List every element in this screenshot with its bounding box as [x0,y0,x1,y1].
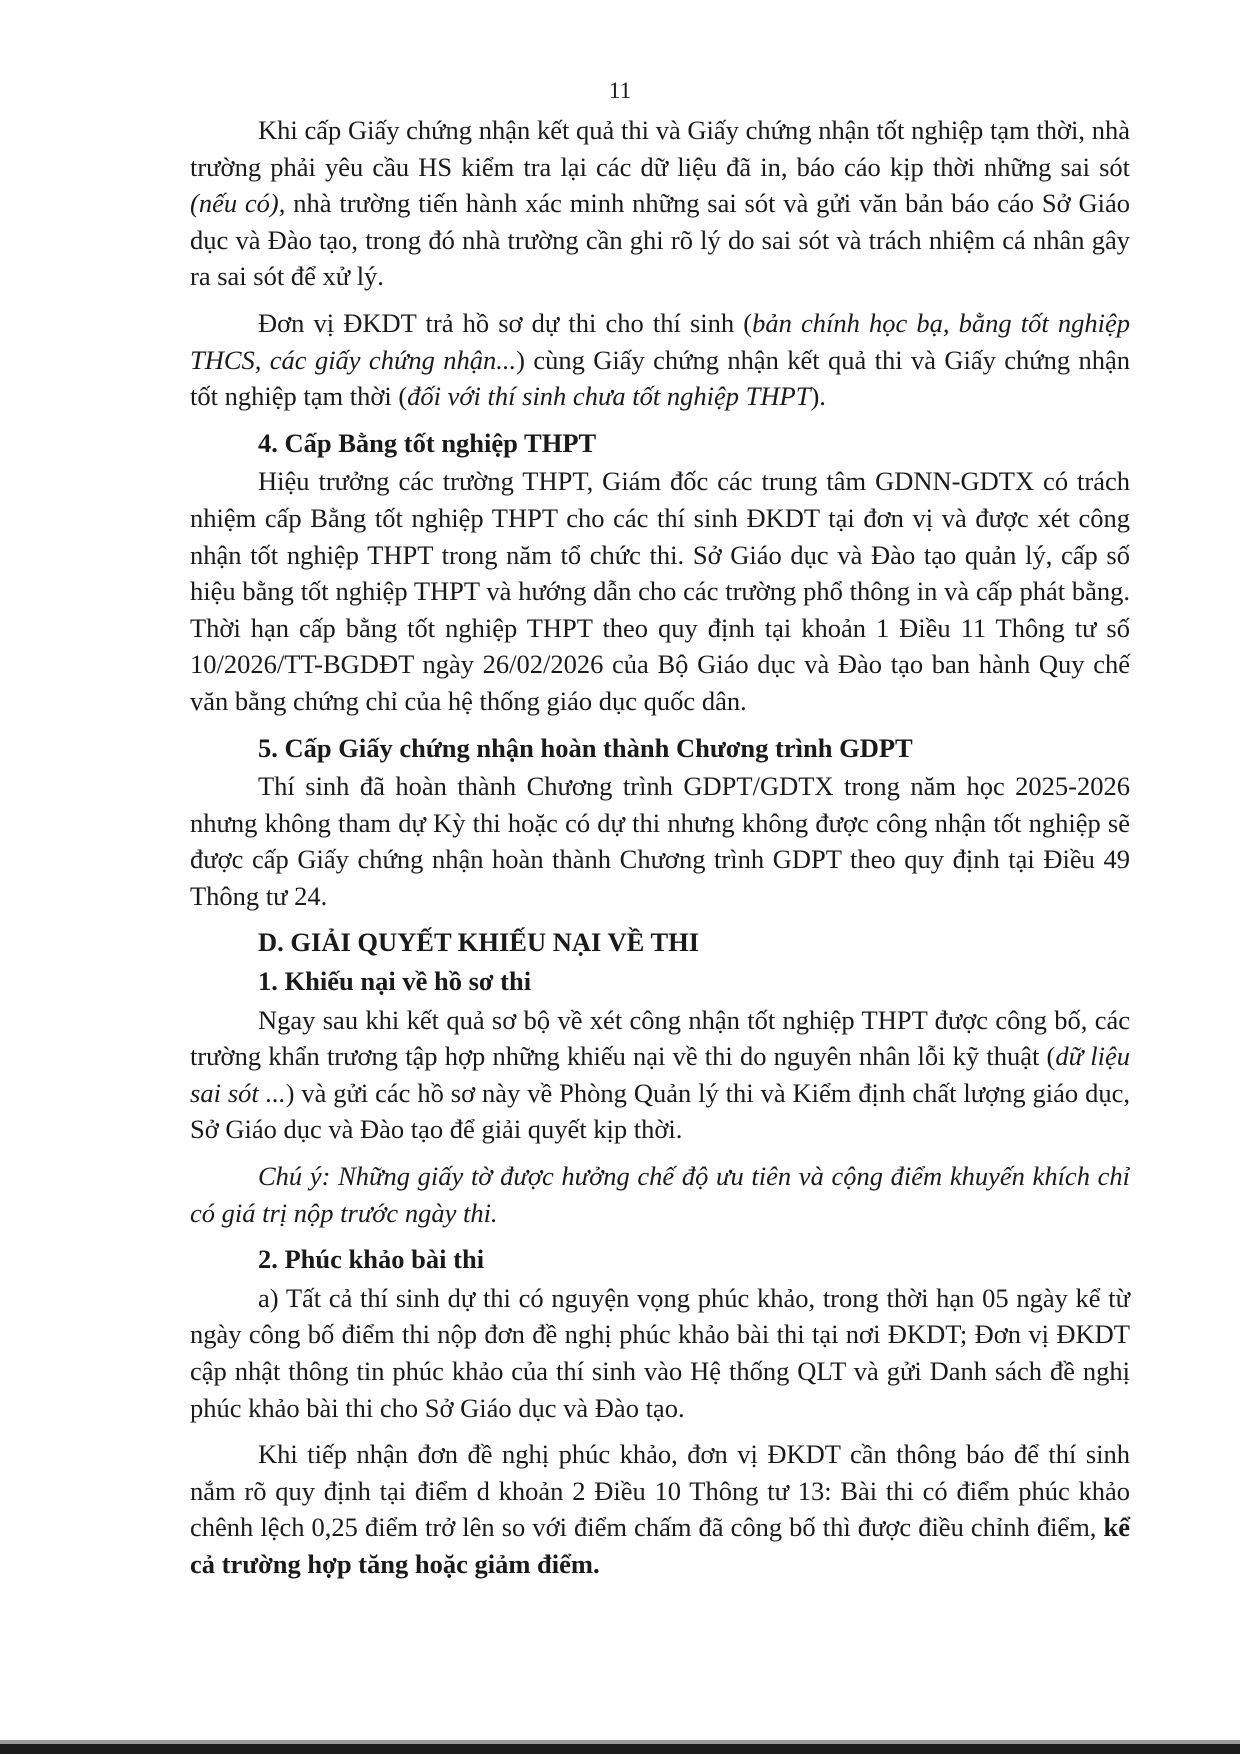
italic-text: (nếu có), [190,188,286,219]
document-body [190,112,1130,1593]
heading-complaint-dossier: 1. Khiếu nại về hồ sơ thi [258,966,532,997]
paragraph-complaint-dossier [190,1002,1130,1148]
italic-text: bản chính học bạ, bằng tốt nghiệp THCS, các giấy chứng nhận... [190,307,1130,375]
text: ) cùng Giấy chứng nhận kết quả thi và Giấy chứng nhận tốt nghiệp tạm thời ( [190,344,1130,412]
text: Khi tiếp nhận đơn đề nghị phúc khảo, đơn vị ĐKDT cần thông báo để thí sinh nắm rõ quy định tại điểm d khoản 2 Điều 10 Thông tư 13: Bài thi có điểm phúc khảo chênh lệch 0,25 điểm trở lên so với điểm chấm đã công bố thì được điều chỉnh điểm, [190,1439,1130,1543]
italic-text: đối với thí sinh chưa tốt nghiệp THPT [407,381,811,412]
heading-section-4: 4. Cấp Bằng tốt nghiệp THPT [258,427,597,458]
paragraph-review-request: a) Tất cả thí sinh dự thi có nguyện vọng phúc khảo, trong thời hạn 05 ngày kể từ ngày công bố điểm thi nộp đơn đề nghị phúc khảo bài thi tại nơi ĐKDT; Đơn vị ĐKDT cập nhật thông tin phúc khảo của thí sinh vào Hệ thống QLT và gửi Danh sách đề nghị phúc khảo bài thi cho Sở Giáo dục và Đào tạo. [190,1282,1130,1423]
paragraph-return-dossier [190,305,1130,415]
text: nhà trường tiến hành xác minh những sai sót và gửi văn bản báo cáo Sở Giáo dục và Đào tạo, trong đó nhà trường cần ghi rõ lý do sai sót và trách nhiệm cá nhân gây ra sai sót để xử lý. [190,188,1130,292]
text: ) và gửi các hồ sơ này về Phòng Quản lý thi và Kiểm định chất lượng giáo dục, Sở Giáo dục và Đào tạo để giải quyết kịp thời. [190,1077,1130,1145]
scan-edge [0,1744,1240,1754]
heading-section-d: D. GIẢI QUYẾT KHIẾU NẠI VỀ THI [258,927,700,958]
text: Ngay sau khi kết quả sơ bộ về xét công nhận tốt nghiệp THPT được công bố, các trường khẩn trương tập hợp những khiếu nại về thi do nguyên nhân lỗi kỹ thuật ( [190,1004,1130,1072]
heading-review-exam: 2. Phúc khảo bài thi [258,1244,485,1275]
paragraph-review-rules [190,1436,1130,1582]
paragraph-completion-certificate: Thí sinh đã hoàn thành Chương trình GDPT/GDTX trong năm học 2025-2026 nhưng không tham dự Kỳ thi hoặc có dự thi nhưng không được công nhận tốt nghiệp sẽ được cấp Giấy chứng nhận hoàn thành Chương trình GDPT theo quy định tại Điều 49 Thông tư 24. [190,771,1130,911]
paragraph-diploma-issuance: Hiệu trưởng các trường THPT, Giám đốc các trung tâm GDNN-GDTX có trách nhiệm cấp Bằng tốt nghiệp THPT cho các thí sinh ĐKDT tại đơn vị và được xét công nhận tốt nghiệp THPT trong năm tổ chức thi. Sở Giáo dục và Đào tạo quản lý, cấp số hiệu bằng tốt nghiệp THPT và hướng dẫn cho các trường phổ thông in và cấp phát bằng. Thời hạn cấp bằng tốt nghiệp THPT theo quy định tại khoản 1 Điều 11 Thông tư số 10/2026/TT-BGDĐT ngày 26/02/2026 của Bộ Giáo dục và Đào tạo ban hành Quy chế văn bằng chứng chỉ của hệ thống giáo dục quốc dân. [190,466,1130,716]
heading-section-5: 5. Cấp Giấy chứng nhận hoàn thành Chương trình GDPT [258,732,913,763]
italic-text: dữ liệu sai sót ... [190,1041,1130,1108]
text: Khi cấp Giấy chứng nhận kết quả thi và Giấy chứng nhận tốt nghiệp tạm thời, nhà trường phải yêu cầu HS kiểm tra lại các dữ liệu đã in, báo cáo kịp thời những sai sót [190,115,1130,182]
text: Đơn vị ĐKDT trả hồ sơ dự thi cho thí sinh ( [258,307,753,338]
paragraph-note: Chú ý: Những giấy tờ được hưởng chế độ ưu tiên và cộng điểm khuyến khích chỉ có giá trị nộp trước ngày thi. [190,1161,1130,1228]
paragraph-certificate-issuance [190,112,1130,295]
text: ). [810,381,826,412]
bold-text: kể cả trường hợp tăng hoặc giảm điểm. [190,1512,1130,1579]
page-number: 11 [608,78,632,103]
